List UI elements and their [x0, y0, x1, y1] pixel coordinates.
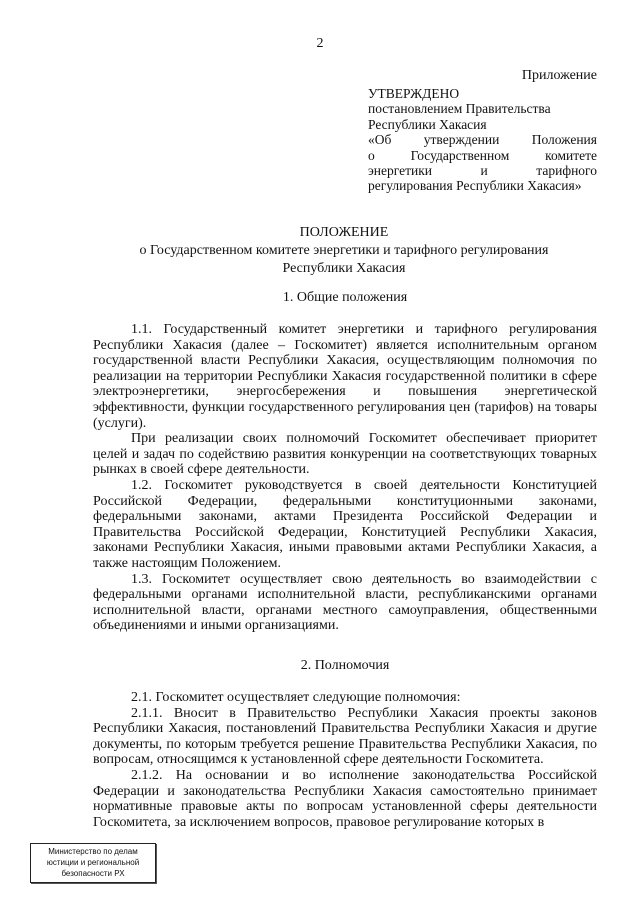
approval-block	[368, 86, 597, 194]
stamp-line: юстиции и региональной	[46, 858, 140, 867]
title-subtitle: Республики Хакасия	[282, 261, 406, 276]
approval-line: УТВЕРЖДЕНО	[368, 86, 460, 101]
approval-line: энергетики и тарифного	[368, 163, 597, 179]
approval-line: о Государственном комитете	[368, 147, 597, 163]
paragraph: 2.1.2. На основании и во исполнение законодательства Российской Федерации и законодательства Республики Хакасия самостоятельно принимает нормативные правовые акты по вопросам установленной сферы деятельности Госкомитета, за исключением вопросов, правовое регулирование которых в	[93, 767, 597, 830]
section-body	[93, 322, 597, 634]
approval-line: Республики Хакасия	[368, 116, 487, 132]
ministry-stamp	[30, 843, 156, 883]
paragraph: 2.1. Госкомитет осуществляет следующие полномочия:	[131, 690, 461, 705]
stamp-line: Министерство по делам	[48, 847, 138, 856]
paragraph: 2.1.1. Вносит в Правительство Республики Хакасия проекты законов Республики Хакасия, постановлений Правительства Республики Хакасия и другие документы, по которым требуется решение Правительства Республики Хакасия, по вопросам, относящимся к установленной сфере деятельности Госкомитета.	[93, 705, 597, 768]
section-heading: 2. Полномочия	[300, 658, 390, 673]
paragraph: 1.3. Госкомитет осуществляет свою деятельность во взаимодействии с федеральными органами исполнительной власти, республиканскими органами исполнительной власти, органами местного самоуправления, общественными объединениями и иными организациями.	[93, 571, 597, 634]
title-subtitle: о Государственном комитете энергетики и тарифного регулирования	[139, 243, 549, 258]
paragraph: При реализации своих полномочий Госкомитет обеспечивает приоритет целей и задач по содействию развития конкуренции на соответствующих товарных рынках в своей сфере деятельности.	[93, 431, 597, 478]
appendix-label: Приложение	[521, 68, 597, 83]
approval-line: «Об утверждении Положения	[368, 132, 597, 148]
document-title	[90, 224, 598, 278]
approval-line: регулирования Республики Хакасия»	[368, 178, 582, 194]
paragraph: 1.1. Государственный комитет энергетики и тарифного регулирования Республики Хакасия (далее – Госкомитет) является исполнительным органом государственной власти Республики Хакасия, осуществляющим полномочия по реализации на территории Республики Хакасия государственной политики в сфере электроэнергетики, энергосбережения и повышения энергетической эффективности, функции государственного регулирования цен (тарифов) на товары (услуги).	[93, 322, 597, 431]
title-heading: ПОЛОЖЕНИЕ	[299, 225, 389, 240]
section-heading: 1. Общие положения	[282, 290, 408, 305]
paragraph: 1.2. Госкомитет руководствуется в своей деятельности Конституцией Российской Федерации, федеральными конституционными законами, федеральными законами, актами Президента Российской Федерации и Правительства Российской Федерации, Конституцией Республики Хакасия, законами Республики Хакасия, иными правовыми актами Республики Хакасия, а также настоящим Положением.	[93, 477, 597, 571]
approval-line: постановлением Правительства	[368, 101, 551, 117]
section-body	[93, 690, 597, 830]
stamp-line: безопасности РХ	[61, 869, 125, 878]
page-number: 2	[316, 36, 324, 51]
